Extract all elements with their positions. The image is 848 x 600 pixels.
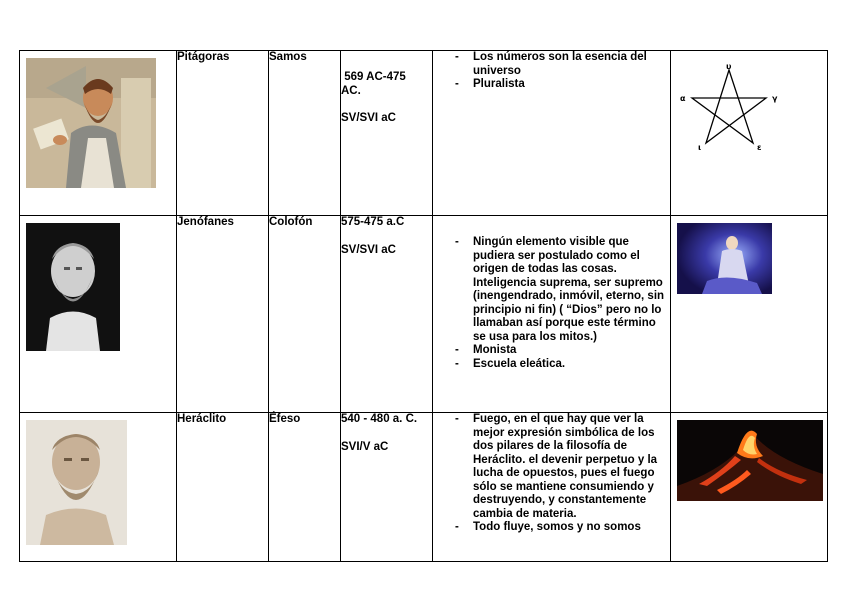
volcano-fire-image (677, 420, 823, 501)
ideas-cell (433, 51, 671, 216)
philosopher-century: SV/SVI aC (341, 243, 396, 256)
svg-text:ε: ε (757, 143, 762, 152)
date-cell (341, 413, 433, 562)
svg-text:α: α (680, 94, 686, 103)
date-cell (341, 51, 433, 216)
xenophanes-portrait (26, 223, 120, 351)
image-cell (671, 413, 828, 562)
divine-figure-image (677, 223, 772, 294)
idea-item: - Monista (455, 344, 670, 358)
philosopher-name: Heráclito (177, 413, 269, 562)
heraclitus-portrait (26, 420, 127, 545)
philosopher-date: 569 AC-475 (341, 71, 406, 83)
portrait-cell (20, 51, 177, 216)
philosopher-place: Colofón (269, 216, 341, 413)
philosopher-date-cont: AC. (341, 84, 361, 97)
idea-item: - Fuego, en el que hay que ver la mejor expresión simbólica de los dos pilares de la filosofía de Heráclito. el devenir perpetuo y la lucha de opuestos, pues el fuego sólo se mantiene consumiendo y destruyendo, y constantemente cambia de materia. (455, 413, 670, 521)
idea-item: - Los números son la esencia del universo (455, 51, 670, 78)
philosopher-name: Jenófanes (177, 216, 269, 413)
idea-item: - Escuela eleática. (455, 358, 670, 372)
philosopher-place: Samos (269, 51, 341, 216)
idea-item: - Pluralista (455, 78, 670, 92)
philosopher-name: Pitágoras (177, 51, 269, 216)
image-cell (671, 216, 828, 413)
philosopher-century: SVI/V aC (341, 440, 389, 453)
philosopher-place: Éfeso (269, 413, 341, 562)
idea-item: - Todo fluye, somos y no somos (455, 521, 670, 535)
pythagoras-portrait (26, 58, 156, 188)
philosophers-table (19, 50, 828, 562)
portrait-cell (20, 413, 177, 562)
philosopher-century: SV/SVI aC (341, 112, 396, 124)
table-row (20, 51, 828, 216)
philosopher-date: 575-475 a.C (341, 216, 405, 228)
philosopher-date: 540 - 480 a. C. (341, 413, 418, 425)
svg-text:γ: γ (772, 94, 778, 103)
pentagram-icon (671, 57, 827, 157)
ideas-cell (433, 413, 671, 562)
svg-text:ι: ι (698, 143, 702, 152)
ideas-cell (433, 216, 671, 413)
table-row (20, 413, 828, 562)
portrait-cell (20, 216, 177, 413)
table-row (20, 216, 828, 413)
symbol-cell (671, 51, 828, 216)
date-cell (341, 216, 433, 413)
svg-text:υ: υ (726, 62, 732, 71)
idea-item: - Ningún elemento visible que pudiera ser postulado como el origen de todas las cosas. Inteligencia suprema, ser supremo (inengendrado, inmóvil, eterno, sin principio ni fin) ( “Dios” pero no lo llamaban así porque este término se usa para los mitos.) (455, 236, 670, 344)
